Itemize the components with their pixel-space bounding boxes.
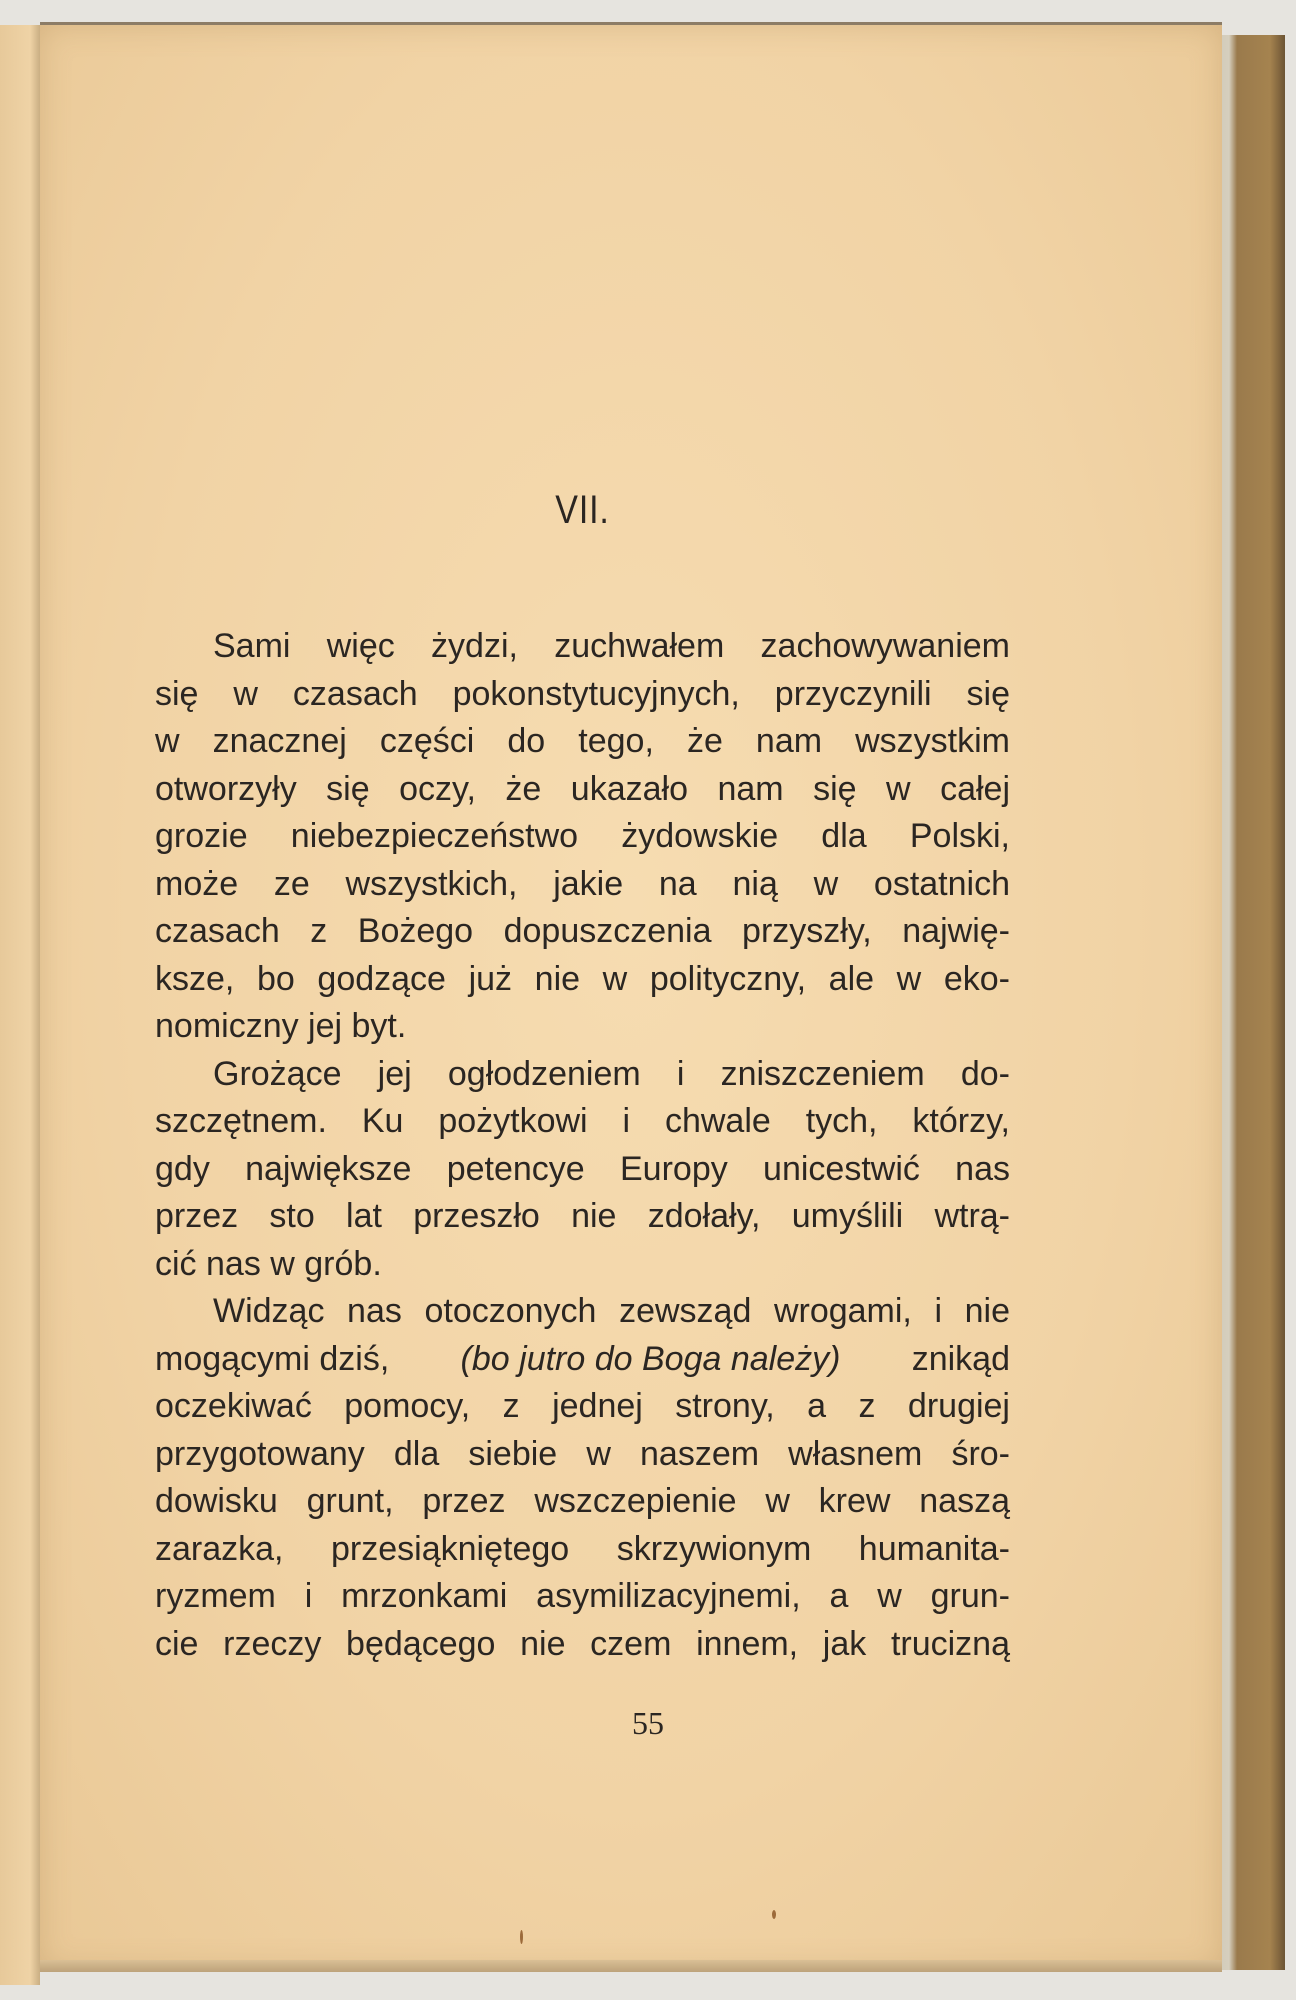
text-line: czasach z Bożego dopuszczenia przyszły, najwię- [155, 912, 1010, 950]
text-line: przygotowany dla siebie w naszem własnem śro- [155, 1434, 1010, 1473]
previous-page-edge [0, 25, 40, 1985]
text-line: ryzmem i mrzonkami asymilizacyjnemi, a w grun- [155, 1577, 1010, 1615]
text-line: otworzyły się oczy, że ukazało nam się w całej [155, 769, 1010, 808]
paragraph-3 [155, 1288, 1010, 1668]
text-line: Grożące jej ogłodzeniem i zniszczeniem do- [213, 1054, 1010, 1093]
text-line: Widząc nas otoczonych zewsząd wrogami, i nie [213, 1292, 1010, 1330]
page-number: 55 [632, 1705, 664, 1741]
text-line: może ze wszystkich, jakie na nią w ostatnich [155, 864, 1010, 903]
paragraph-1 [155, 623, 1010, 1051]
text-line: gdy największe petencye Europy unicestwić nas [155, 1149, 1010, 1188]
text-line: oczekiwać pomocy, z jednej strony, a z drugiej [155, 1387, 1010, 1425]
text-line: w znacznej części do tego, że nam wszystkim [155, 722, 1010, 760]
chapter-heading: VII. [555, 488, 610, 532]
text-line: Sami więc żydzi, zuchwałem zachowywaniem [213, 627, 1010, 665]
text-line: ksze, bo godzące już nie w polityczny, ale w eko- [155, 959, 1010, 998]
paragraph-2 [155, 1051, 1010, 1289]
italic-phrase: (bo jutro do Boga należy) [460, 1339, 841, 1378]
text-line [155, 1336, 1010, 1384]
text-segment: znikąd [911, 1339, 1010, 1378]
text-line: nomiczny jej byt. [155, 1007, 407, 1045]
text-line: przez sto lat przeszło nie zdołały, umyślili wtrą- [155, 1197, 1010, 1235]
book-cover-edge [1215, 35, 1285, 1970]
text-segment: mogącymi dziś, [155, 1339, 390, 1378]
text-line: grozie niebezpieczeństwo żydowskie dla Polski, [155, 817, 1010, 855]
text-line: szczętnem. Ku pożytkowi i chwale tych, którzy, [155, 1102, 1010, 1140]
paper-stain [520, 1930, 523, 1944]
text-line: cie rzeczy będącego nie czem innem, jak trucizną [155, 1624, 1010, 1663]
page-text [155, 488, 1010, 1668]
text-line: dowisku grunt, przez wszczepienie w krew naszą [155, 1482, 1010, 1520]
paper-stain [772, 1910, 776, 1919]
text-line: zarazka, przesiąkniętego skrzywionym humanita- [155, 1529, 1010, 1568]
page-bottom-edge [40, 1960, 1222, 1972]
text-line: cić nas w grób. [155, 1244, 382, 1283]
text-line: się w czasach pokonstytucyjnych, przyczynili się [155, 674, 1010, 713]
